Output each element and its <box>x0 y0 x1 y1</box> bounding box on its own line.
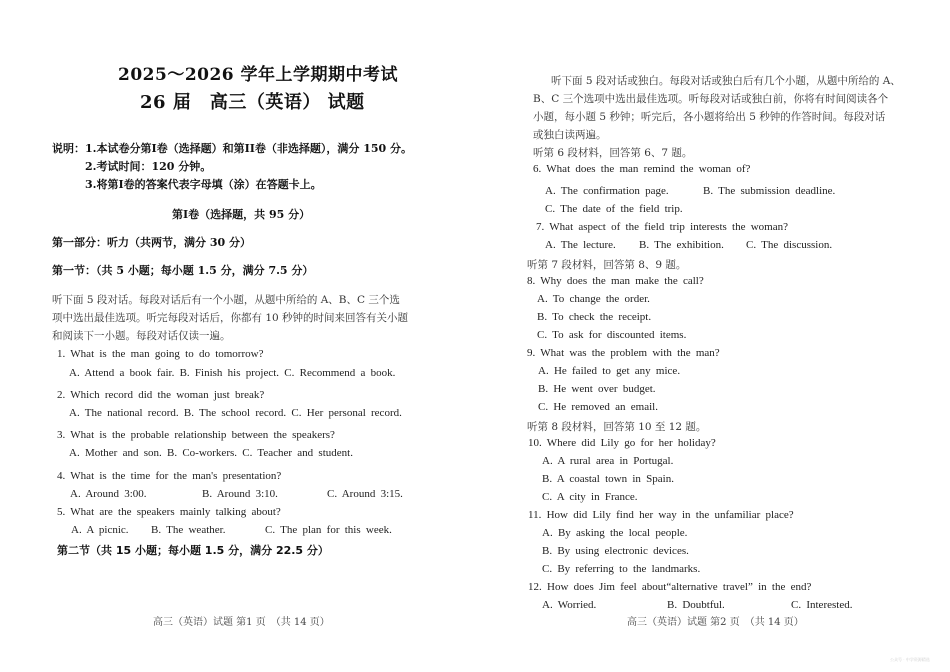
question-9-option-a: A. He failed to get any mice. <box>538 365 681 377</box>
section1-instructions-line3: 和阅读下一小题。每段对话仅读一遍。 <box>52 330 231 342</box>
question-10-option-b: B. A coastal town in Spain. <box>542 473 674 485</box>
question-9-option-b: B. He went over budget. <box>538 383 656 395</box>
question-7-option-b: B. The exhibition. <box>639 239 724 251</box>
exam-title: 2025～2026 学年上学期期中考试 <box>118 65 399 85</box>
note-2: 2.考试时间：120 分钟。 <box>85 160 212 173</box>
question-4-stem: 4. What is the time for the man's presentation? <box>57 470 282 482</box>
watermark: 公众号 · 中学资源精选 <box>890 657 930 662</box>
question-10-option-a: A. A rural area in Portugal. <box>542 455 674 467</box>
question-6-option-c: C. The date of the field trip. <box>545 203 683 215</box>
question-8-option-c: C. To ask for discounted items. <box>537 329 687 341</box>
question-6-option-a: A. The confirmation page. <box>545 185 669 197</box>
page-footer-left: 高三（英语）试题 第1 页 （共 14 页） <box>153 617 330 628</box>
question-11-option-c: C. By referring to the landmarks. <box>542 563 701 575</box>
part-heading: 第一部分：听力（共两节，满分 30 分） <box>52 236 251 249</box>
section2-instructions-line2: B、C 三个选项中选出最佳选项。听每段对话或独白前，你将有时间阅读各个 <box>533 93 889 105</box>
question-8-stem: 8. Why does the man make the call? <box>527 275 704 287</box>
question-5-option-c: C. The plan for this week. <box>265 524 392 536</box>
question-6-option-b: B. The submission deadline. <box>703 185 836 197</box>
question-8-option-a: A. To change the order. <box>537 293 650 305</box>
question-10-stem: 10. Where did Lily go for her holiday? <box>528 437 716 449</box>
question-7-stem: 7. What aspect of the field trip interests the woman? <box>536 221 789 233</box>
section1-instructions-line1: 听下面 5 段对话。每段对话后有一个小题，从题中所给的 A、B、C 三个选 <box>52 294 400 306</box>
question-9-stem: 9. What was the problem with the man? <box>527 347 720 359</box>
question-12-option-b: B. Doubtful. <box>667 599 725 611</box>
note-1: 说明：1.本试卷分第I卷（选择题）和第II卷（非选择题），满分 150 分。 <box>52 142 413 155</box>
material-6-heading: 听第 6 段材料，回答第 6、7 题。 <box>533 147 693 159</box>
question-4-option-c: C. Around 3:15. <box>327 488 403 500</box>
question-8-option-b: B. To check the receipt. <box>537 311 652 323</box>
page-footer-right: 高三（英语）试题 第2 页 （共 14 页） <box>627 617 804 628</box>
question-6-stem: 6. What does the man remind the woman of? <box>533 163 751 175</box>
question-1-options: A. Attend a book fair. B. Finish his project. C. Recommend a book. <box>69 367 396 379</box>
material-8-heading: 听第 8 段材料，回答第 10 至 12 题。 <box>527 421 707 433</box>
section1-instructions-line2: 项中选出最佳选项。听完每段对话后，你都有 10 秒钟的时间来回答有关小题 <box>52 312 409 324</box>
exam-subtitle: 26 届 高三（英语） 试题 <box>140 92 365 113</box>
section2-instructions-line1: 听下面 5 段对话或独白。每段对话或独白后有几个小题，从题中所给的 A、 <box>551 75 901 87</box>
question-9-option-c: C. He removed an email. <box>538 401 658 413</box>
question-4-option-b: B. Around 3:10. <box>202 488 278 500</box>
question-11-stem: 11. How did Lily find her way in the unfamiliar place? <box>528 509 794 521</box>
question-12-stem: 12. How does Jim feel about“alternative travel” in the end? <box>528 581 812 593</box>
question-11-option-a: A. By asking the local people. <box>542 527 688 539</box>
note-3: 3.将第I卷的答案代表字母填（涂）在答题卡上。 <box>85 178 322 191</box>
section1-heading: 第一节：（共 5 小题；每小题 1.5 分，满分 7.5 分） <box>52 264 314 277</box>
question-12-option-a: A. Worried. <box>542 599 597 611</box>
question-12-option-c: C. Interested. <box>791 599 853 611</box>
question-3-options: A. Mother and son. B. Co-workers. C. Teacher and student. <box>69 447 353 459</box>
section2-heading: 第二节（共 15 小题；每小题 1.5 分，满分 22.5 分） <box>57 544 329 557</box>
question-10-option-c: C. A city in France. <box>542 491 638 503</box>
question-11-option-b: B. By using electronic devices. <box>542 545 689 557</box>
section2-instructions-line4: 或独白读两遍。 <box>533 129 607 141</box>
question-7-option-a: A. The lecture. <box>545 239 616 251</box>
section2-instructions-line3: 小题，每小题 5 秒钟；听完后，各小题将给出 5 秒钟的作答时间。每段对话 <box>533 111 886 123</box>
question-5-option-a: A. A picnic. <box>71 524 129 536</box>
material-7-heading: 听第 7 段材料，回答第 8、9 题。 <box>527 259 687 271</box>
question-1-stem: 1. What is the man going to do tomorrow? <box>57 348 264 360</box>
question-5-option-b: B. The weather. <box>151 524 226 536</box>
question-5-stem: 5. What are the speakers mainly talking about? <box>57 506 281 518</box>
question-2-options: A. The national record. B. The school record. C. Her personal record. <box>69 407 402 419</box>
question-4-option-a: A. Around 3:00. <box>70 488 147 500</box>
question-3-stem: 3. What is the probable relationship between the speakers? <box>57 429 335 441</box>
volume-heading: 第I卷（选择题，共 95 分） <box>172 208 311 221</box>
question-2-stem: 2. Which record did the woman just break? <box>57 389 265 401</box>
question-7-option-c: C. The discussion. <box>746 239 833 251</box>
